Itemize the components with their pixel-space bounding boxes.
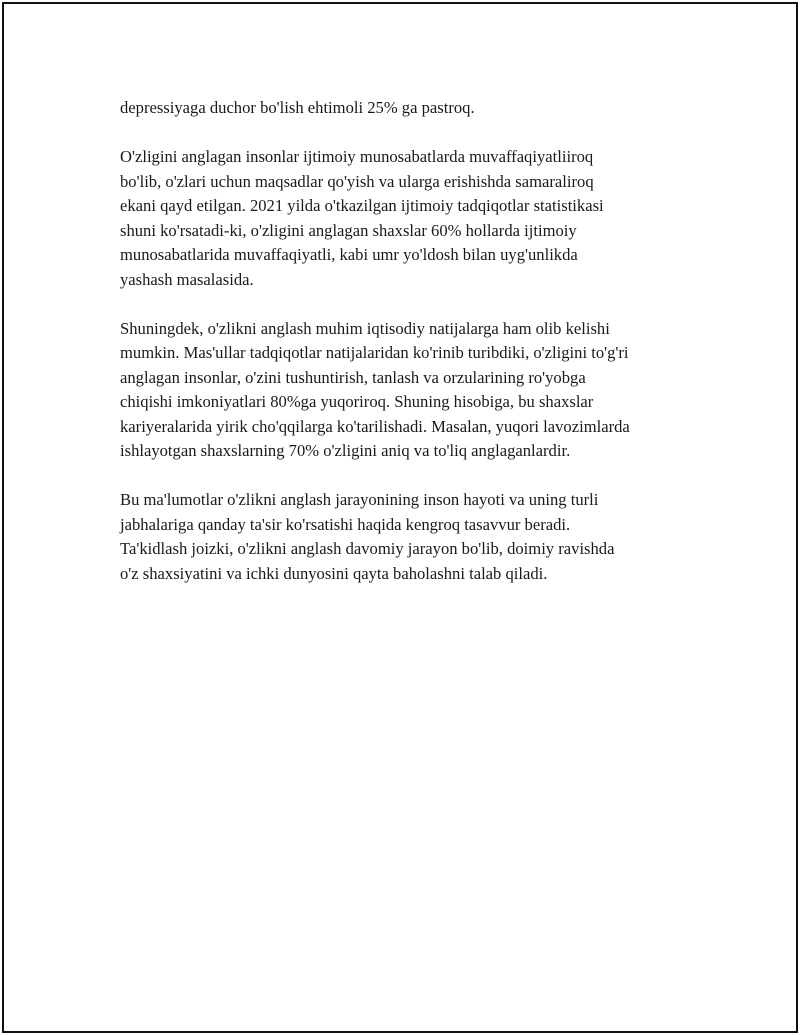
document-page [2,2,798,1033]
paragraph-1 [120,96,710,121]
document-body [120,96,710,611]
text-line: chiqishi imkoniyatlari 80%ga yuqoriroq. Shuning hisobiga, bu shaxslar [120,392,594,411]
text-line: depressiyaga duchor bo'lish ehtimoli 25% ga pastroq. [120,98,475,117]
text-line: yashash masalasida. [120,269,254,289]
paragraph-3 [120,317,710,464]
text-line: Shuningdek, o'zlikni anglash muhim iqtisodiy natijalarga ham olib kelishi [120,318,610,338]
text-line: kariyeralarida yirik cho'qqilarga ko'tarilishadi. Masalan, yuqori lavozimlarda [120,416,630,436]
text-line: O'zligini anglagan insonlar ijtimoiy munosabatlarda muvaffaqiyatliiroq [120,147,594,166]
text-line: anglagan insonlar, o'zini tushuntirish, tanlash va orzularining ro'yobga [120,367,586,387]
text-line: ekani qayd etilgan. 2021 yilda o'tkazilgan ijtimoiy tadqiqotlar statistikasi [120,196,604,215]
text-line: jabhalariga qanday ta'sir ko'rsatishi haqida kengroq tasavvur beradi. [120,514,571,534]
text-line: o'z shaxsiyatini va ichki dunyosini qayta baholashni talab qiladi. [120,563,548,583]
text-line: bo'lib, o'zlari uchun maqsadlar qo'yish va ularga erishishda samaraliroq [120,171,594,191]
text-line: Ta'kidlash joizki, o'zlikni anglash davomiy jarayon bo'lib, doimiy ravishda [120,539,615,558]
text-line: Bu ma'lumotlar o'zlikni anglash jarayonining inson hayoti va uning turli [120,490,599,509]
paragraph-2 [120,145,710,292]
text-line: ishlayotgan shaxslarning 70% o'zligini aniq va to'liq anglaganlardir. [120,441,571,460]
text-line: shuni ko'rsatadi-ki, o'zligini anglagan shaxslar 60% hollarda ijtimoiy [120,220,577,240]
paragraph-4 [120,488,710,586]
text-line: munosabatlarida muvaffaqiyatli, kabi umr yo'ldosh bilan uyg'unlikda [120,245,578,264]
text-line: mumkin. Mas'ullar tadqiqotlar natijalaridan ko'rinib turibdiki, o'zligini to'g'ri [120,343,629,362]
